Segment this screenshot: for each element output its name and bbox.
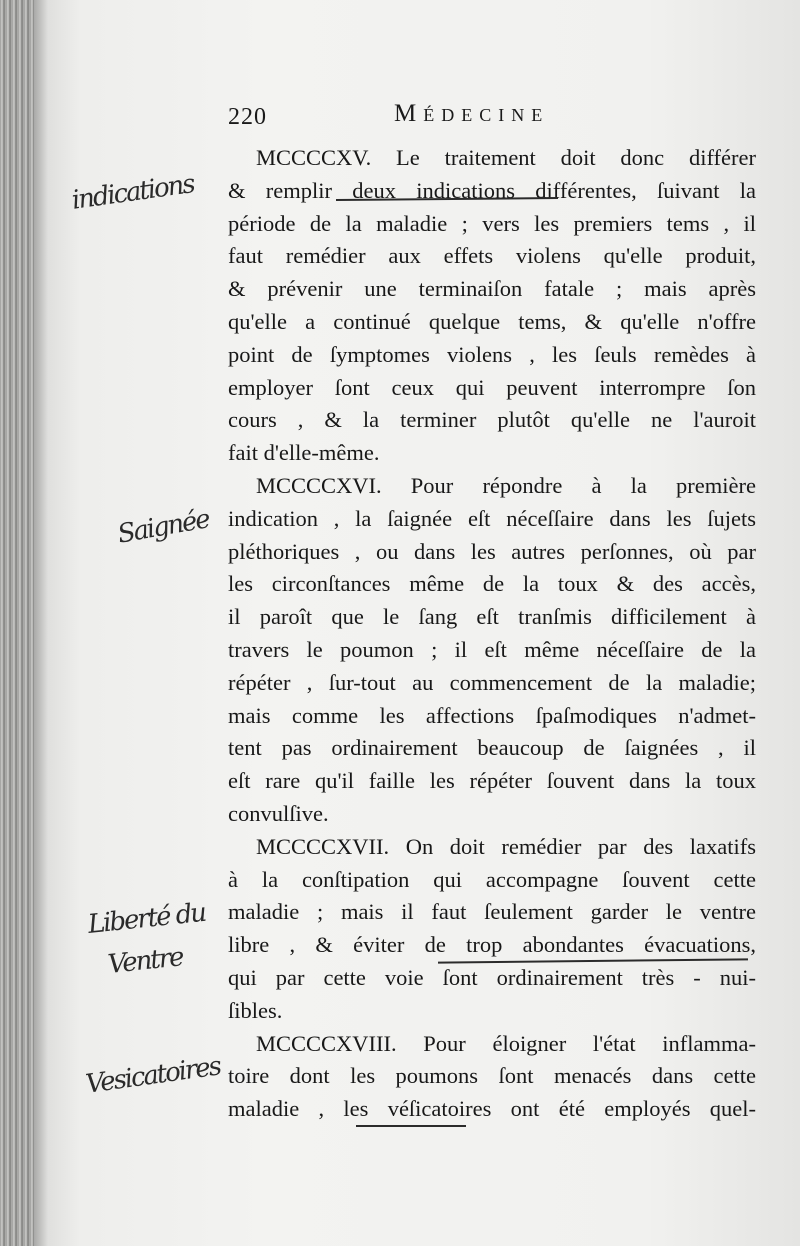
text-line: & prévenir une terminaiſon fatale ; mais après xyxy=(228,276,756,302)
text-line: & remplir deux indications différentes, ſuivant la xyxy=(228,177,756,203)
text-line: employer ſont ceux qui peuvent interrompre ſon xyxy=(228,374,756,400)
body-text xyxy=(228,142,756,1126)
text-line: période de la maladie ; vers les premiers tems , il xyxy=(228,210,756,236)
book-spine xyxy=(0,0,34,1246)
margin-note-ventre: Ventre xyxy=(106,942,184,980)
running-title: Médecine xyxy=(394,100,550,127)
margin-note-liberte: Liberté du xyxy=(86,897,207,940)
text-line: répéter , ſur-tout au commencement de la maladie; xyxy=(228,669,756,695)
margin-note-saignee: Saignée xyxy=(115,504,212,550)
page-number: 220 xyxy=(228,104,267,130)
text-line: libre , & éviter de trop abondantes évacuations, xyxy=(228,932,756,958)
text-line: fait d'elle-même. xyxy=(228,440,380,466)
text-line: MCCCCXVI. Pour répondre à la première xyxy=(256,472,756,498)
text-line: il paroît que le ſang eſt tranſmis difficilement à xyxy=(228,604,756,630)
text-line: MCCCCXVII. On doit remédier par des laxatifs xyxy=(256,833,756,859)
gutter-shadow xyxy=(34,0,48,1246)
page-header xyxy=(228,100,600,134)
text-line: MCCCCXVIII. Pour éloigner l'état inflamma- xyxy=(256,1030,756,1056)
margin-note-indications: indications xyxy=(69,169,196,216)
text-line: point de ſymptomes violens , les ſeuls remèdes à xyxy=(228,341,756,367)
text-line: travers le poumon ; il eſt même néceſſaire de la xyxy=(228,636,756,662)
text-line: eſt rare qu'il faille les répéter ſouvent dans la toux xyxy=(228,768,756,794)
text-line: toire dont les poumons ſont menacés dans cette xyxy=(228,1063,756,1089)
text-line: mais comme les affections ſpaſmodiques n'admet- xyxy=(228,702,756,728)
text-line: indication , la ſaignée eſt néceſſaire dans les ſujets xyxy=(228,505,756,531)
text-line: ſibles. xyxy=(228,997,283,1023)
text-line: faut remédier aux effets violens qu'elle produit, xyxy=(228,243,756,269)
text-line: convulſive. xyxy=(228,800,329,826)
text-line: à la conſtipation qui accompagne ſouvent cette xyxy=(228,866,756,892)
text-line: maladie ; mais il faut ſeulement garder le ventre xyxy=(228,899,756,925)
text-line: les circonſtances même de la toux & des accès, xyxy=(228,571,756,597)
handwritten-underline xyxy=(356,1125,466,1127)
text-line: cours , & la terminer plutôt qu'elle ne l'auroit xyxy=(228,407,756,433)
text-line: qui par cette voie ſont ordinairement très - nui- xyxy=(228,964,756,990)
text-line: MCCCCXV. Le traitement doit donc différer xyxy=(256,145,756,170)
text-line: pléthoriques , ou dans les autres perſonnes, où par xyxy=(228,538,756,564)
margin-note-vesicatoires: Vesicatoires xyxy=(83,1051,222,1100)
text-line: maladie , les véſicatoires ont été employés quel- xyxy=(228,1096,756,1122)
text-line: qu'elle a continué quelque tems, & qu'elle n'offre xyxy=(228,308,756,334)
text-line: tent pas ordinairement beaucoup de ſaignées , il xyxy=(228,735,756,761)
